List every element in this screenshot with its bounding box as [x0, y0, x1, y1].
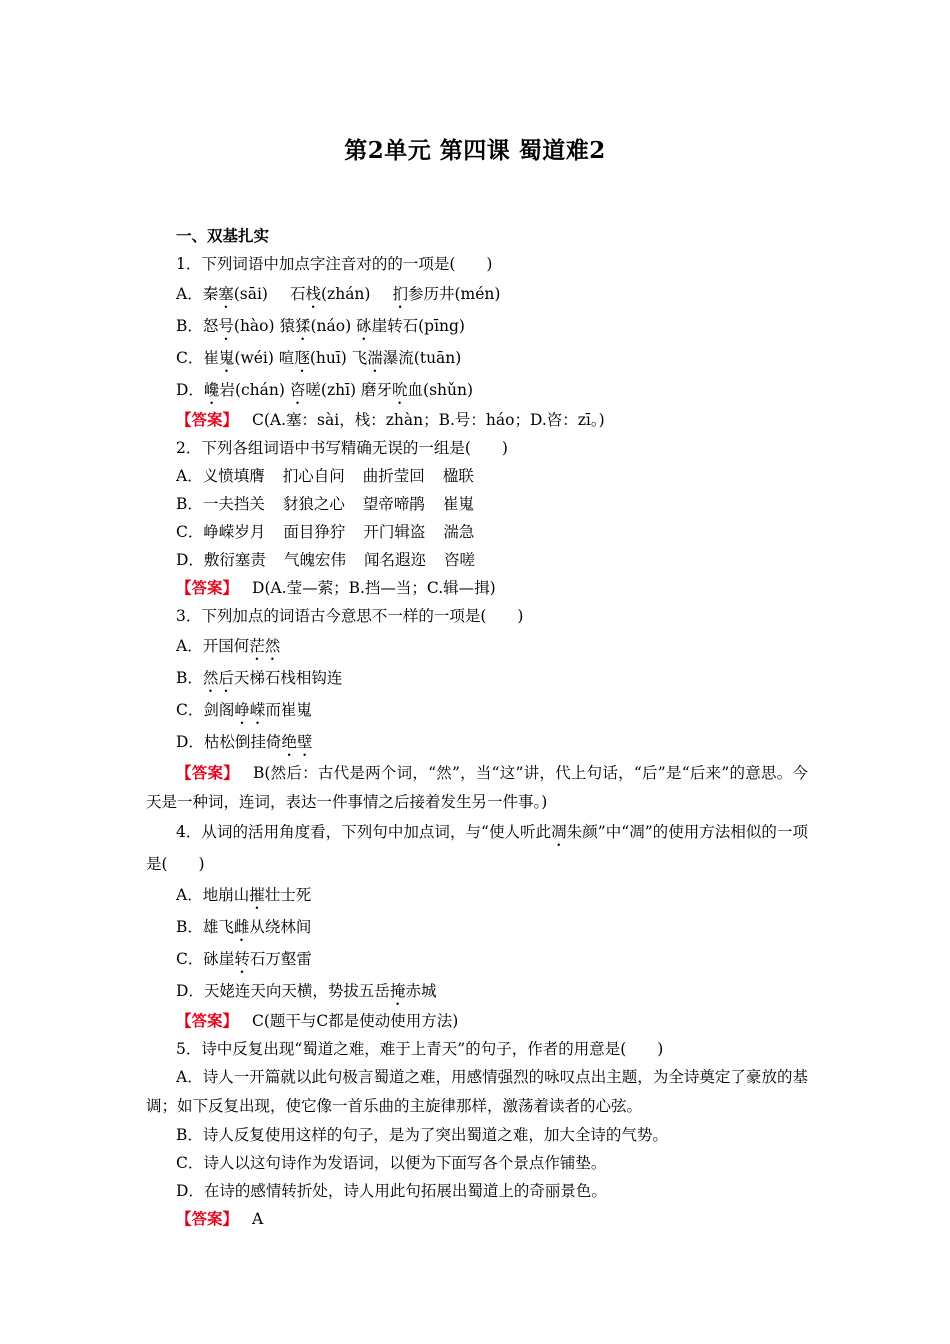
word: 闻名遐迩	[363, 551, 426, 569]
text: 嗟(zhī) 磨牙	[305, 381, 393, 399]
q5-option-c: C．诗人以这句诗作为发语词，以便为下面写各个景点作铺垫。	[176, 1154, 607, 1172]
text: 天梯石栈相钩连	[233, 669, 343, 687]
q4-option-c	[146, 943, 808, 975]
text: 石万壑雷	[249, 950, 312, 968]
text: 从绕林间	[249, 918, 312, 936]
q5-stem: 5．诗中反复出现“蜀道之难，难于上青天”的句子，作者的用意是( )	[176, 1040, 664, 1058]
dotted-word: 峥嵘	[234, 701, 266, 719]
q5-option-d: D．在诗的感情转折处，诗人用此句拓展出蜀道上的奇丽景色。	[176, 1182, 607, 1200]
text: (zhán)	[321, 285, 371, 303]
text: (huī) 飞	[309, 349, 368, 367]
q2-option-c	[146, 518, 808, 546]
answer-text: D(A.莹—萦；B.挡—当；C.辑—揖)	[252, 579, 496, 597]
dotted-char: 号	[218, 317, 234, 335]
word: 崔嵬	[442, 495, 474, 513]
q5-option-b: B．诗人反复使用这样的句子，是为了突出蜀道之难，加大全诗的气势。	[176, 1126, 668, 1144]
text: 石	[289, 285, 306, 303]
answer-text: C(A.塞：sài，栈：zhàn；B.号：háo；D.咨：zī。)	[252, 411, 605, 429]
q5-option-a: A．诗人一开篇就以此句极言蜀道之难，用感情强烈的咏叹点出主题，为全诗奠定了豪放的基调；如下反复出现，使它像一首乐曲的主旋律那样，激荡着读者的心弦。	[146, 1068, 808, 1115]
dotted-word: 然后	[202, 669, 234, 687]
q1-stem: 1．下列词语中加点字注音对的的一项是( )	[176, 255, 493, 273]
word: B．一夫挡关	[176, 495, 265, 513]
dotted-char: 嵬	[218, 349, 235, 367]
dotted-char: 咨	[289, 381, 306, 399]
word: 开门辑盗	[363, 523, 426, 541]
dotted-char: 凋	[551, 823, 567, 841]
dotted-char: 扪	[392, 285, 408, 303]
text: A．秦	[176, 285, 219, 303]
section-heading: 一、双基扎实	[176, 226, 270, 245]
text: C．崔	[176, 349, 219, 367]
text: 血(shǔn)	[407, 381, 474, 399]
word: 豺狼之心	[282, 495, 345, 513]
text: (náo)	[310, 317, 357, 335]
exercise-content	[146, 222, 808, 1233]
q4-option-a	[146, 879, 808, 911]
q1-option-b	[146, 310, 808, 342]
answer-tag: 【答案】	[176, 410, 239, 429]
text: B．	[176, 669, 203, 687]
q3-stem: 3．下列加点的词语古今意思不一样的一项是( )	[176, 607, 524, 625]
text: (wéi) 喧	[234, 349, 295, 367]
q3-answer	[146, 758, 808, 817]
text: D．天姥连天向天横，势拔五岳	[176, 982, 390, 1000]
text: C．剑阁	[176, 701, 235, 719]
dotted-char: 豗	[294, 349, 310, 367]
text: C．砯崖	[176, 950, 235, 968]
dotted-char: 栈	[305, 285, 321, 303]
q2-option-a	[146, 462, 808, 490]
answer-tag: 【答案】	[176, 1011, 239, 1030]
answer-text: C(题干与C都是使动使用方法)	[252, 1012, 459, 1030]
word: A．义愤填膺	[176, 467, 265, 485]
q1-option-d	[146, 374, 808, 406]
dotted-char: 猱	[294, 317, 311, 335]
word: 望帝啼鹃	[362, 495, 425, 513]
dotted-char: 掩	[389, 982, 406, 1000]
word: 咨嗟	[443, 551, 475, 569]
answer-text: A	[252, 1210, 264, 1228]
word: D．敷衍塞责	[176, 551, 266, 569]
dotted-char: 巉	[203, 381, 220, 399]
word: C．峥嵘岁月	[176, 523, 266, 541]
q4-option-b	[146, 911, 808, 943]
q5-answer	[146, 1205, 808, 1233]
word: 曲折莹回	[362, 467, 425, 485]
word: 气魄宏伟	[283, 551, 346, 569]
text: D．	[176, 381, 204, 399]
text: 崖转石(pīng)	[371, 317, 465, 335]
dotted-char: 砯	[356, 317, 372, 335]
q3-option-c	[146, 694, 808, 726]
q1-answer	[146, 406, 808, 434]
text: 赤城	[405, 982, 437, 1000]
dotted-char: 湍	[367, 349, 383, 367]
text: (sāi)	[233, 285, 268, 303]
dotted-char: 转	[234, 950, 250, 968]
text: A．开国何	[176, 637, 250, 655]
dotted-char: 摧	[249, 886, 265, 904]
q3-option-b	[146, 662, 808, 694]
text: 瀑流(tuān)	[382, 349, 462, 367]
q1-option-c	[146, 342, 808, 374]
q4-option-d	[146, 975, 808, 1007]
word: 湍急	[443, 523, 475, 541]
q3-option-d	[146, 726, 808, 758]
word: 楹联	[442, 467, 474, 485]
text: 4．从词的活用角度看，下列句中加点词，与“使人听此	[176, 823, 552, 841]
answer-text: B(然后：古代是两个词，“然”，当“这”讲，代上句话，“后”是“后来”的意思。今天是一种词，连词，表达一件事情之后接着发生另一件事。)	[146, 764, 808, 811]
q2-stem: 2．下列各组词语中书写精确无误的一组是( )	[176, 439, 508, 457]
answer-tag: 【答案】	[176, 578, 239, 597]
dotted-word: 绝壁	[281, 733, 313, 751]
word: 扪心自问	[282, 467, 345, 485]
dotted-char: 塞	[218, 285, 234, 303]
q4-stem	[146, 818, 808, 879]
q2-answer	[146, 574, 808, 602]
page-title: 第2单元 第四课 蜀道难2	[344, 137, 606, 164]
text: B．雄飞	[176, 918, 234, 936]
word: 面目狰狞	[283, 523, 346, 541]
q3-option-a	[146, 630, 808, 662]
text: 朱颜”中“凋”的使用方法相似的一项是( )	[146, 823, 808, 873]
q2-option-d	[146, 546, 808, 574]
dotted-word: 茫然	[249, 637, 281, 655]
dotted-char: 吮	[392, 381, 408, 399]
text: 壮士死	[264, 886, 312, 904]
text: (hào) 猿	[233, 317, 295, 335]
text: 岩(chán)	[219, 381, 290, 399]
dotted-char: 雌	[233, 918, 250, 936]
q4-answer	[146, 1007, 808, 1035]
text: D．枯松倒挂倚	[176, 733, 282, 751]
text: A．地崩山	[176, 886, 250, 904]
answer-tag: 【答案】	[176, 763, 239, 782]
text: 参历井(mén)	[407, 285, 501, 303]
q2-option-b	[146, 490, 808, 518]
text: B．怒	[176, 317, 219, 335]
answer-tag: 【答案】	[176, 1209, 239, 1228]
q1-option-a	[146, 278, 808, 310]
text: 而崔嵬	[265, 701, 312, 719]
